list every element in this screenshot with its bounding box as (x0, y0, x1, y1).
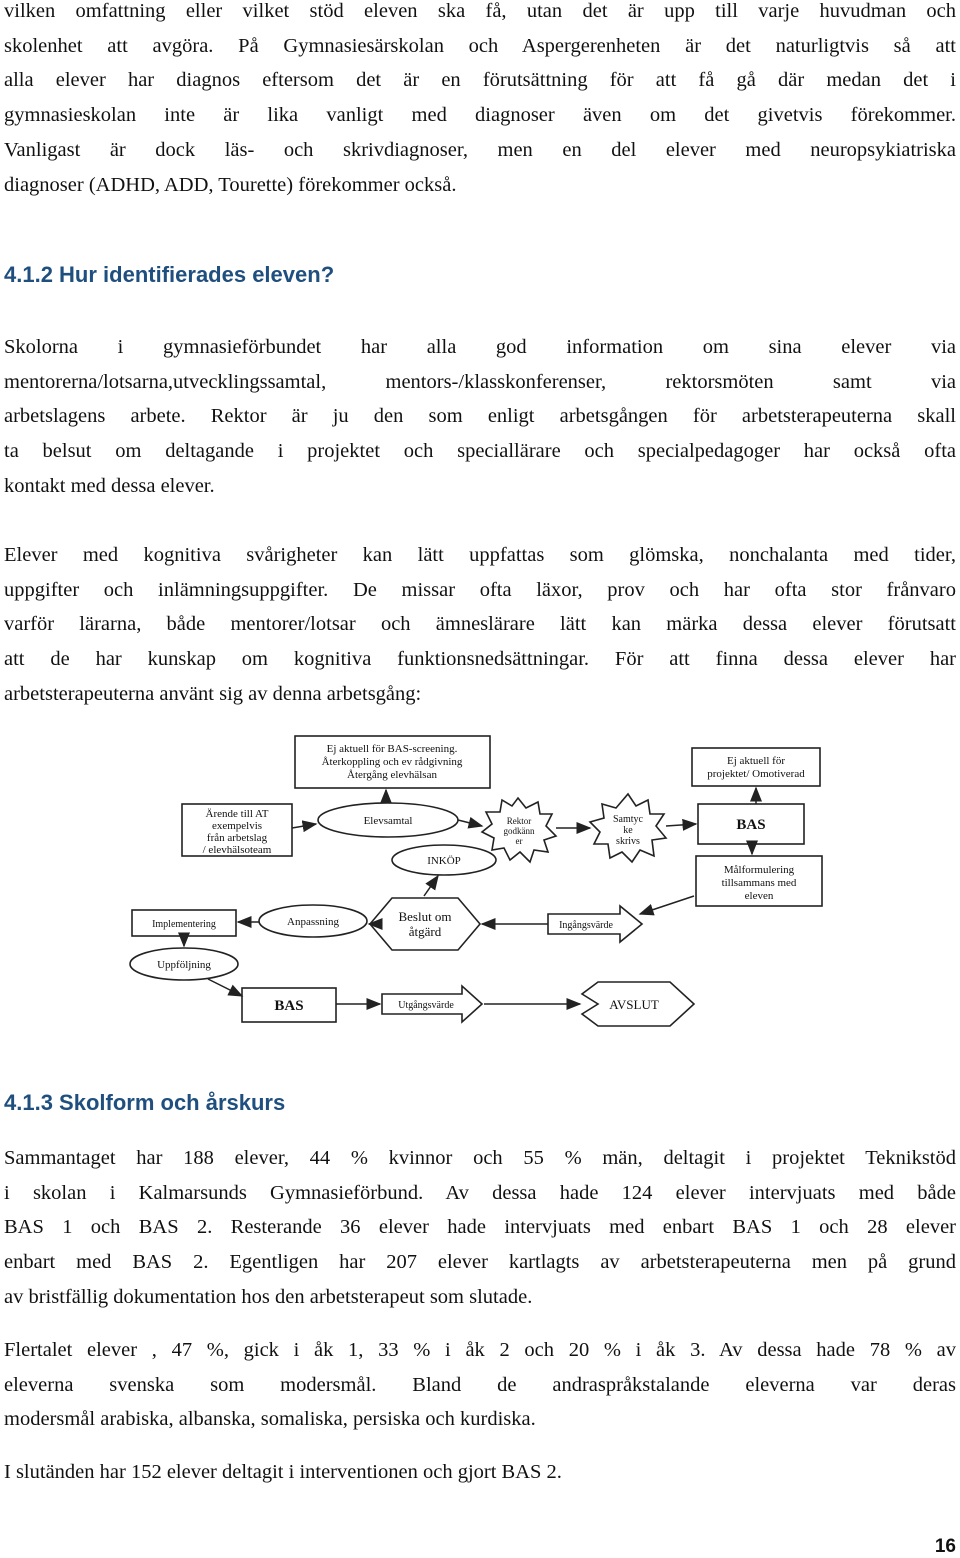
diagram-label: Ärende till AT (205, 808, 269, 820)
text-line: arbetslagens arbete. Rektor är ju den som enligt arbetsgången för arbetsterapeuterna skall (4, 405, 956, 428)
text-line: I slutänden har 152 elever deltagit i interventionen och gjort BAS 2. (4, 1461, 562, 1483)
diagram-label: Anpassning (287, 916, 339, 928)
paragraph-school-form (4, 1141, 956, 1315)
heading-4-1-2: 4.1.2 Hur identifierades eleven? (4, 262, 335, 287)
arrow-line (424, 876, 438, 896)
arrow-line (666, 824, 696, 826)
text-line: modersmål arabiska, albanska, somaliska, persiska och kurdiska. (4, 1408, 536, 1431)
text-line: ta belsut om deltagande i projektet och speciallärare och specialpedagoger har också ofta (4, 440, 956, 463)
diagram-label: Återkoppling och ev rådgivning (321, 756, 463, 768)
diagram-label: Elevsamtal (363, 815, 413, 827)
paragraph-identification (4, 330, 956, 504)
paragraph-diagnoses (4, 0, 956, 202)
diagram-label: Samtyc (613, 814, 643, 825)
diagram-label: / elevhälsoteam (202, 844, 272, 856)
text-line: av bristfällig dokumentation hos den arbetsterapeut som slutade. (4, 1285, 533, 1308)
text-line: Flertalet elever , 47 %, gick i åk 1, 33 % i åk 2 och 20 % i åk 3. Av dessa hade 78 % av (4, 1339, 956, 1361)
diagram-label: ke (623, 825, 633, 836)
text-line: alla elever har diagnos eftersom det är en förutsättning för att få gå där medan det i (4, 69, 956, 92)
diagram-label: INKÖP (427, 855, 461, 867)
page-number: 16 (934, 1536, 956, 1557)
arrow-line (458, 820, 482, 826)
diagram-label: Återgång elevhälsan (347, 769, 437, 781)
diagram-label: BAS (736, 817, 766, 833)
diagram-label: skrivs (616, 836, 640, 847)
text-line: eleverna svenska som modersmål. Bland de andraspråkstalande eleverna var deras (4, 1373, 956, 1396)
diagram-label: eleven (744, 890, 774, 902)
diagram-label: Ej aktuell för (726, 755, 786, 767)
text-line: vilken omfattning eller vilket stöd eleven ska få, utan det är upp till varje huvudman och (4, 0, 956, 22)
arrow-line (292, 824, 316, 828)
arrow-line (208, 979, 242, 996)
box-not-for-project (692, 748, 820, 786)
text-line: att de har kunskap om kognitiva funktionsnedsättningar. För att finna dessa elever har (4, 648, 956, 671)
diagram-label: Rektor (506, 816, 532, 826)
arrow-line (640, 896, 694, 914)
heading-4-1-3: 4.1.3 Skolform och årskurs (4, 1090, 286, 1115)
diagram-label: godkänn (503, 826, 535, 836)
paragraph-cognitive (4, 538, 956, 712)
paragraph-final (4, 1455, 956, 1490)
diagram-label: exempelvis (211, 820, 263, 832)
diagram-label: Uppföljning (157, 959, 211, 971)
text-line: Elever med kognitiva svårigheter kan lätt uppfattas som glömska, nonchalanta med tider, (4, 544, 956, 566)
text-line: enbart med BAS 2. Egentligen har 207 elever kartlagts av arbetsterapeuterna men på grund (4, 1251, 956, 1274)
text-line: uppgifter och inlämningsuppgifter. De missar ofta läxor, prov och har ofta stor frånvaro (4, 578, 956, 601)
text-line: Skolorna i gymnasieförbundet har alla god information om sina elever via (4, 336, 956, 358)
diagram-label: Målformulering (723, 864, 795, 876)
diagram-label: tillsammans med (721, 877, 797, 889)
text-line: Vanligast är dock läs- och skrivdiagnoser, men en del elever med neuropsykiatriska (4, 138, 956, 161)
diagram-label: er (515, 836, 523, 846)
diagram-label: projektet/ Omotiverad (707, 768, 805, 780)
text-line: BAS 1 och BAS 2. Resterande 36 elever hade intervjuats med enbart BAS 1 och 28 elever (4, 1216, 956, 1239)
diagram-label: Ej aktuell för BAS-screening. (326, 743, 458, 755)
workflow-diagram (120, 728, 840, 1058)
diagram-label: från arbetslag (206, 832, 268, 844)
text-line: arbetsterapeuterna använt sig av denna arbetsgång: (4, 682, 422, 705)
diagram-label: BAS (274, 998, 304, 1014)
text-line: varför lärarna, både mentorer/lotsar och ämneslärare lätt kan märka dessa elever förutsatt (4, 613, 956, 636)
text-line: Sammantaget har 188 elever, 44 % kvinnor och 55 % män, deltagit i projektet Teknikstöd (4, 1147, 956, 1169)
diagram-label: Implementering (152, 919, 216, 930)
text-line: diagnoser (ADHD, ADD, Tourette) förekommer också. (4, 173, 457, 196)
diagram-label: Ingångsvärde (559, 920, 613, 931)
diagram-label: Beslut om (398, 909, 452, 924)
text-line: skolenhet att avgöra. På Gymnasiesärskolan och Aspergerenheten är det naturligtvis så att (4, 34, 956, 57)
diagram-label: åtgärd (408, 924, 442, 939)
diagram-label: AVSLUT (609, 997, 659, 1012)
text-line: gymnasieskolan inte är lika vanligt med diagnoser även om det givetvis förekommer. (4, 104, 956, 127)
text-line: kontakt med dessa elever. (4, 474, 215, 497)
text-line: mentorerna/lotsarna,utvecklingssamtal, mentors-/klasskonferenser, rektorsmöten samt via (4, 370, 956, 393)
diagram-label: Utgångsvärde (398, 1000, 454, 1011)
text-line: i skolan i Kalmarsunds Gymnasieförbund. Av dessa hade 124 elever intervjuats med både (4, 1181, 956, 1204)
paragraph-grades (4, 1333, 956, 1437)
